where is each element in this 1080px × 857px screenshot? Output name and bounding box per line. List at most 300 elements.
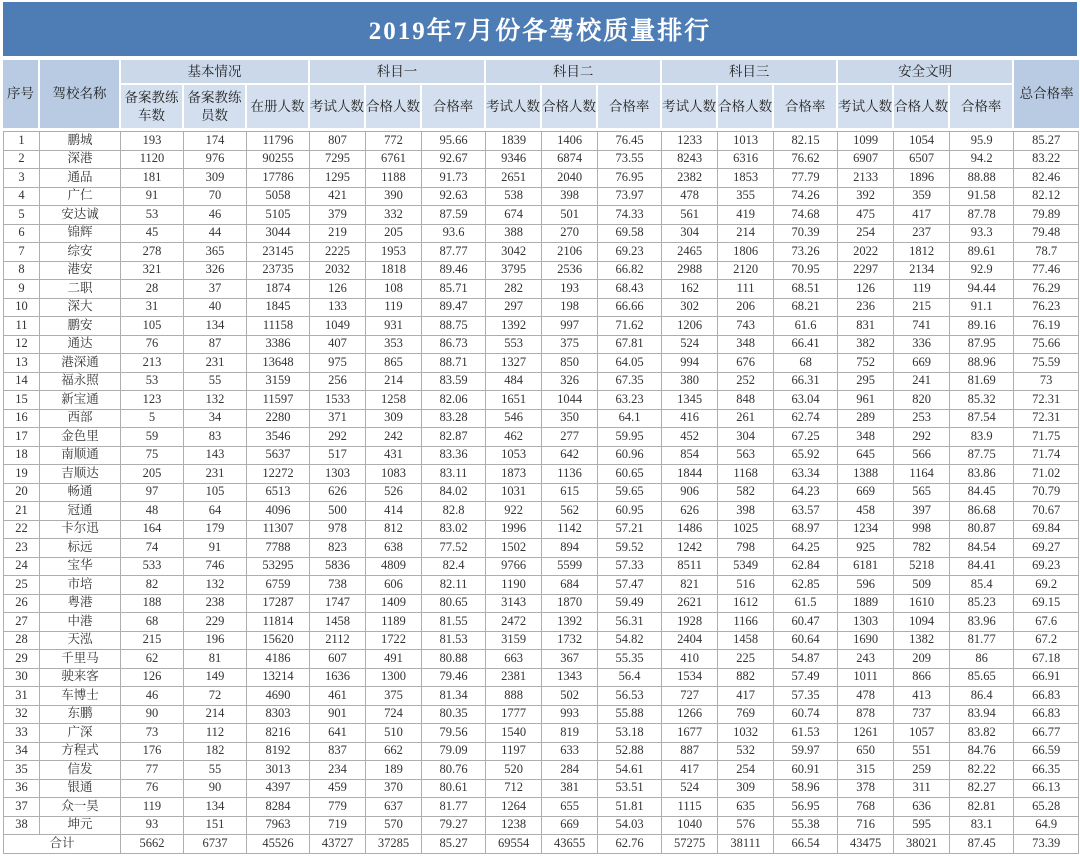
value-cell: 38111 — [718, 835, 774, 854]
value-cell: 66.77 — [1014, 724, 1079, 743]
value-cell: 282 — [486, 280, 542, 299]
value-cell: 119 — [121, 798, 184, 817]
value-cell: 87.78 — [950, 206, 1014, 225]
value-cell: 87.59 — [422, 206, 486, 225]
rank-cell: 10 — [3, 299, 40, 318]
value-cell: 1812 — [894, 243, 950, 262]
value-cell: 931 — [366, 317, 422, 336]
value-cell: 1953 — [366, 243, 422, 262]
value-cell: 61.5 — [774, 595, 838, 614]
value-cell: 73.39 — [1014, 835, 1079, 854]
value-cell: 76.23 — [1014, 299, 1079, 318]
value-cell: 82.8 — [422, 502, 486, 521]
value-cell: 878 — [838, 706, 894, 725]
value-cell: 64.05 — [598, 354, 662, 373]
value-cell: 79.89 — [1014, 206, 1079, 225]
value-cell: 1343 — [542, 669, 598, 688]
value-cell: 87.54 — [950, 410, 1014, 429]
value-cell: 419 — [718, 206, 774, 225]
school-name-cell: 深大 — [40, 299, 121, 318]
value-cell: 538 — [486, 188, 542, 207]
value-cell: 11796 — [247, 131, 310, 151]
value-cell: 1540 — [486, 724, 542, 743]
rank-cell: 13 — [3, 354, 40, 373]
school-name-cell: 东鹏 — [40, 706, 121, 725]
value-cell: 176 — [121, 743, 184, 762]
rank-cell: 26 — [3, 595, 40, 614]
value-cell: 70.67 — [1014, 502, 1079, 521]
value-cell: 60.96 — [598, 447, 662, 466]
value-cell: 7295 — [310, 151, 366, 170]
school-name-cell: 新宝通 — [40, 391, 121, 410]
school-name-cell: 福永照 — [40, 373, 121, 392]
value-cell: 253 — [894, 410, 950, 429]
value-cell: 311 — [894, 780, 950, 799]
value-cell: 57.21 — [598, 521, 662, 540]
value-cell: 1392 — [486, 317, 542, 336]
value-cell: 2120 — [718, 262, 774, 281]
table-row — [3, 613, 1079, 632]
value-cell: 84.45 — [950, 484, 1014, 503]
value-cell: 70.79 — [1014, 484, 1079, 503]
value-cell: 295 — [838, 373, 894, 392]
value-cell: 69.58 — [598, 225, 662, 244]
value-cell: 1928 — [662, 613, 718, 632]
value-cell: 746 — [184, 558, 247, 577]
value-cell: 353 — [366, 336, 422, 355]
value-cell: 53 — [121, 373, 184, 392]
value-cell: 379 — [310, 206, 366, 225]
value-cell: 174 — [184, 131, 247, 151]
rank-cell: 4 — [3, 188, 40, 207]
school-name-cell: 鹏安 — [40, 317, 121, 336]
value-cell: 66.83 — [1014, 706, 1079, 725]
value-cell: 475 — [838, 206, 894, 225]
value-cell: 5218 — [894, 558, 950, 577]
value-cell: 65.28 — [1014, 798, 1079, 817]
value-cell: 43475 — [838, 835, 894, 854]
value-cell: 2465 — [662, 243, 718, 262]
value-cell: 56.95 — [774, 798, 838, 817]
value-cell: 80.87 — [950, 521, 1014, 540]
school-name-cell: 标远 — [40, 539, 121, 558]
value-cell: 83 — [184, 428, 247, 447]
value-cell: 526 — [366, 484, 422, 503]
value-cell: 108 — [366, 280, 422, 299]
value-cell: 1031 — [486, 484, 542, 503]
value-cell: 1206 — [662, 317, 718, 336]
value-cell: 66.66 — [598, 299, 662, 318]
value-cell: 71.75 — [1014, 428, 1079, 447]
table-row — [3, 410, 1079, 429]
rank-cell: 12 — [3, 336, 40, 355]
table-row — [3, 817, 1079, 836]
table-row — [3, 743, 1079, 762]
value-cell: 80.88 — [422, 650, 486, 669]
school-name-cell: 市培 — [40, 576, 121, 595]
value-cell: 111 — [718, 280, 774, 299]
table-row — [3, 650, 1079, 669]
value-cell: 87.95 — [950, 336, 1014, 355]
value-cell: 546 — [486, 410, 542, 429]
table-row — [3, 724, 1079, 743]
value-cell: 53 — [121, 206, 184, 225]
value-cell: 62.84 — [774, 558, 838, 577]
value-cell: 484 — [486, 373, 542, 392]
rank-cell: 15 — [3, 391, 40, 410]
value-cell: 6874 — [542, 151, 598, 170]
value-cell: 68.97 — [774, 521, 838, 540]
value-cell: 238 — [184, 595, 247, 614]
value-cell: 289 — [838, 410, 894, 429]
rank-cell: 38 — [3, 817, 40, 836]
value-cell: 2133 — [838, 169, 894, 188]
value-cell: 126 — [838, 280, 894, 299]
value-cell: 1873 — [486, 465, 542, 484]
value-cell: 2382 — [662, 169, 718, 188]
value-cell: 83.22 — [1014, 151, 1079, 170]
value-cell: 81.69 — [950, 373, 1014, 392]
value-cell: 79.48 — [1014, 225, 1079, 244]
value-cell: 1486 — [662, 521, 718, 540]
rank-cell: 31 — [3, 687, 40, 706]
value-cell: 524 — [662, 780, 718, 799]
value-cell: 901 — [310, 706, 366, 725]
value-cell: 68.51 — [774, 280, 838, 299]
header-s1-passed: 合格人数 — [366, 85, 422, 131]
value-cell: 4809 — [366, 558, 422, 577]
value-cell: 83.36 — [422, 447, 486, 466]
value-cell: 596 — [838, 576, 894, 595]
value-cell: 81 — [184, 650, 247, 669]
value-cell: 882 — [718, 669, 774, 688]
value-cell: 57275 — [662, 835, 718, 854]
value-cell: 1303 — [310, 465, 366, 484]
value-cell: 38021 — [894, 835, 950, 854]
value-cell: 837 — [310, 743, 366, 762]
rank-cell: 16 — [3, 410, 40, 429]
header-s2-examinees: 考试人数 — [486, 85, 542, 131]
value-cell: 68 — [774, 354, 838, 373]
value-cell: 231 — [184, 465, 247, 484]
value-cell: 90 — [184, 780, 247, 799]
table-row — [3, 391, 1079, 410]
value-cell: 478 — [662, 188, 718, 207]
value-cell: 1845 — [247, 299, 310, 318]
value-cell: 1677 — [662, 724, 718, 743]
value-cell: 15620 — [247, 632, 310, 651]
value-cell: 906 — [662, 484, 718, 503]
value-cell: 229 — [184, 613, 247, 632]
school-name-cell: 南顺通 — [40, 447, 121, 466]
value-cell: 69.2 — [1014, 576, 1079, 595]
rank-cell: 1 — [3, 131, 40, 151]
value-cell: 309 — [366, 410, 422, 429]
school-name-cell: 冠通 — [40, 502, 121, 521]
value-cell: 961 — [838, 391, 894, 410]
value-cell: 87.45 — [950, 835, 1014, 854]
value-cell: 850 — [542, 354, 598, 373]
value-cell: 819 — [542, 724, 598, 743]
value-cell: 73 — [121, 724, 184, 743]
rank-cell: 19 — [3, 465, 40, 484]
value-cell: 417 — [894, 206, 950, 225]
value-cell: 215 — [121, 632, 184, 651]
value-cell: 61.53 — [774, 724, 838, 743]
header-group-subject2: 科目二 — [486, 60, 662, 85]
value-cell: 67.2 — [1014, 632, 1079, 651]
value-cell: 309 — [718, 780, 774, 799]
value-cell: 17287 — [247, 595, 310, 614]
value-cell: 55 — [184, 761, 247, 780]
school-name-cell: 综安 — [40, 243, 121, 262]
value-cell: 82 — [121, 576, 184, 595]
value-cell: 219 — [310, 225, 366, 244]
value-cell: 91.73 — [422, 169, 486, 188]
value-cell: 6507 — [894, 151, 950, 170]
value-cell: 60.47 — [774, 613, 838, 632]
value-cell: 1266 — [662, 706, 718, 725]
table-row — [3, 687, 1079, 706]
header-safety-rate: 合格率 — [950, 85, 1014, 131]
value-cell: 94.2 — [950, 151, 1014, 170]
value-cell: 256 — [310, 373, 366, 392]
school-name-cell: 锦辉 — [40, 225, 121, 244]
rank-cell: 28 — [3, 632, 40, 651]
table-row — [3, 299, 1079, 318]
value-cell: 367 — [542, 650, 598, 669]
value-cell: 1651 — [486, 391, 542, 410]
value-cell: 81.77 — [422, 798, 486, 817]
value-cell: 82.46 — [1014, 169, 1079, 188]
rank-cell: 23 — [3, 539, 40, 558]
value-cell: 737 — [894, 706, 950, 725]
value-cell: 1242 — [662, 539, 718, 558]
value-cell: 55.38 — [774, 817, 838, 836]
value-cell: 86 — [950, 650, 1014, 669]
value-cell: 336 — [894, 336, 950, 355]
school-name-cell: 安达诚 — [40, 206, 121, 225]
value-cell: 134 — [184, 317, 247, 336]
value-cell: 58.96 — [774, 780, 838, 799]
value-cell: 206 — [718, 299, 774, 318]
value-cell: 261 — [718, 410, 774, 429]
value-cell: 62.85 — [774, 576, 838, 595]
value-cell: 712 — [486, 780, 542, 799]
value-cell: 398 — [718, 502, 774, 521]
table-body — [3, 131, 1079, 854]
rank-cell: 34 — [3, 743, 40, 762]
value-cell: 59.97 — [774, 743, 838, 762]
value-cell: 1013 — [718, 131, 774, 151]
value-cell: 254 — [718, 761, 774, 780]
value-cell: 1190 — [486, 576, 542, 595]
header-group-subject3: 科目三 — [662, 60, 838, 85]
value-cell: 82.27 — [950, 780, 1014, 799]
value-cell: 278 — [121, 243, 184, 262]
school-name-cell: 鹏城 — [40, 131, 121, 151]
value-cell: 93.6 — [422, 225, 486, 244]
value-cell: 1120 — [121, 151, 184, 170]
value-cell: 1839 — [486, 131, 542, 151]
value-cell: 126 — [121, 669, 184, 688]
table-row — [3, 484, 1079, 503]
value-cell: 633 — [542, 743, 598, 762]
value-cell: 302 — [662, 299, 718, 318]
value-cell: 3159 — [247, 373, 310, 392]
school-name-cell: 众一昊 — [40, 798, 121, 817]
table-row — [3, 317, 1079, 336]
value-cell: 77.46 — [1014, 262, 1079, 281]
value-cell: 83.96 — [950, 613, 1014, 632]
value-cell: 70.39 — [774, 225, 838, 244]
value-cell: 60.65 — [598, 465, 662, 484]
value-cell: 1870 — [542, 595, 598, 614]
value-cell: 888 — [486, 687, 542, 706]
value-cell: 637 — [366, 798, 422, 817]
value-cell: 1534 — [662, 669, 718, 688]
value-cell: 1690 — [838, 632, 894, 651]
value-cell: 1388 — [838, 465, 894, 484]
value-cell: 79.09 — [422, 743, 486, 762]
value-cell: 823 — [310, 539, 366, 558]
value-cell: 254 — [838, 225, 894, 244]
table-row — [3, 262, 1079, 281]
value-cell: 998 — [894, 521, 950, 540]
value-cell: 143 — [184, 447, 247, 466]
value-cell: 23145 — [247, 243, 310, 262]
value-cell: 57.33 — [598, 558, 662, 577]
page-title: 2019年7月份各驾校质量排行 — [3, 2, 1077, 56]
value-cell: 365 — [184, 243, 247, 262]
value-cell: 74 — [121, 539, 184, 558]
value-cell: 3159 — [486, 632, 542, 651]
value-cell: 3042 — [486, 243, 542, 262]
value-cell: 5637 — [247, 447, 310, 466]
value-cell: 1025 — [718, 521, 774, 540]
value-cell: 71.74 — [1014, 447, 1079, 466]
rank-cell: 36 — [3, 780, 40, 799]
value-cell: 607 — [310, 650, 366, 669]
value-cell: 97 — [121, 484, 184, 503]
value-cell: 82.15 — [774, 131, 838, 151]
value-cell: 66.83 — [1014, 687, 1079, 706]
value-cell: 57.35 — [774, 687, 838, 706]
value-cell: 17786 — [247, 169, 310, 188]
value-cell: 59.65 — [598, 484, 662, 503]
school-name-cell: 中港 — [40, 613, 121, 632]
table-row — [3, 169, 1079, 188]
value-cell: 650 — [838, 743, 894, 762]
value-cell: 378 — [838, 780, 894, 799]
value-cell: 831 — [838, 317, 894, 336]
value-cell: 89.46 — [422, 262, 486, 281]
value-cell: 595 — [894, 817, 950, 836]
value-cell: 553 — [486, 336, 542, 355]
value-cell: 382 — [838, 336, 894, 355]
value-cell: 582 — [718, 484, 774, 503]
value-cell: 416 — [662, 410, 718, 429]
value-cell: 67.6 — [1014, 613, 1079, 632]
value-cell: 46 — [121, 687, 184, 706]
value-cell: 79.27 — [422, 817, 486, 836]
value-cell: 1261 — [838, 724, 894, 743]
value-cell: 743 — [718, 317, 774, 336]
value-cell: 94.44 — [950, 280, 1014, 299]
rank-cell: 14 — [3, 373, 40, 392]
value-cell: 359 — [894, 188, 950, 207]
value-cell: 119 — [894, 280, 950, 299]
value-cell: 205 — [121, 465, 184, 484]
value-cell: 76 — [121, 780, 184, 799]
value-cell: 459 — [310, 780, 366, 799]
value-cell: 461 — [310, 687, 366, 706]
value-cell: 922 — [486, 502, 542, 521]
value-cell: 1818 — [366, 262, 422, 281]
value-cell: 458 — [838, 502, 894, 521]
value-cell: 79.56 — [422, 724, 486, 743]
value-cell: 62 — [121, 650, 184, 669]
value-cell: 67.35 — [598, 373, 662, 392]
value-cell: 1258 — [366, 391, 422, 410]
table-row — [3, 798, 1079, 817]
value-cell: 4186 — [247, 650, 310, 669]
school-name-cell: 天泓 — [40, 632, 121, 651]
value-cell: 820 — [894, 391, 950, 410]
value-cell: 75.66 — [1014, 336, 1079, 355]
value-cell: 2536 — [542, 262, 598, 281]
value-cell: 741 — [894, 317, 950, 336]
value-cell: 213 — [121, 354, 184, 373]
value-cell: 1896 — [894, 169, 950, 188]
value-cell: 54.82 — [598, 632, 662, 651]
table-header — [3, 60, 1079, 131]
value-cell: 674 — [486, 206, 542, 225]
value-cell: 31 — [121, 299, 184, 318]
value-cell: 501 — [542, 206, 598, 225]
value-cell: 54.61 — [598, 761, 662, 780]
value-cell: 189 — [366, 761, 422, 780]
header-s3-examinees: 考试人数 — [662, 85, 718, 131]
value-cell: 259 — [894, 761, 950, 780]
value-cell: 566 — [894, 447, 950, 466]
value-cell: 1233 — [662, 131, 718, 151]
value-cell: 82.11 — [422, 576, 486, 595]
header-registered-coaches: 备案教练员数 — [184, 85, 247, 131]
value-cell: 82.4 — [422, 558, 486, 577]
value-cell: 13214 — [247, 669, 310, 688]
value-cell: 73.26 — [774, 243, 838, 262]
value-cell: 413 — [894, 687, 950, 706]
value-cell: 1197 — [486, 743, 542, 762]
value-cell: 134 — [184, 798, 247, 817]
rank-cell: 32 — [3, 706, 40, 725]
value-cell: 225 — [718, 650, 774, 669]
value-cell: 398 — [542, 188, 598, 207]
table-row — [3, 669, 1079, 688]
table-row — [3, 151, 1079, 170]
value-cell: 83.9 — [950, 428, 1014, 447]
value-cell: 3044 — [247, 225, 310, 244]
value-cell: 2225 — [310, 243, 366, 262]
value-cell: 193 — [121, 131, 184, 151]
value-cell: 46 — [184, 206, 247, 225]
value-cell: 89.61 — [950, 243, 1014, 262]
value-cell: 848 — [718, 391, 774, 410]
value-cell: 997 — [542, 317, 598, 336]
value-cell: 64 — [184, 502, 247, 521]
value-cell: 1996 — [486, 521, 542, 540]
